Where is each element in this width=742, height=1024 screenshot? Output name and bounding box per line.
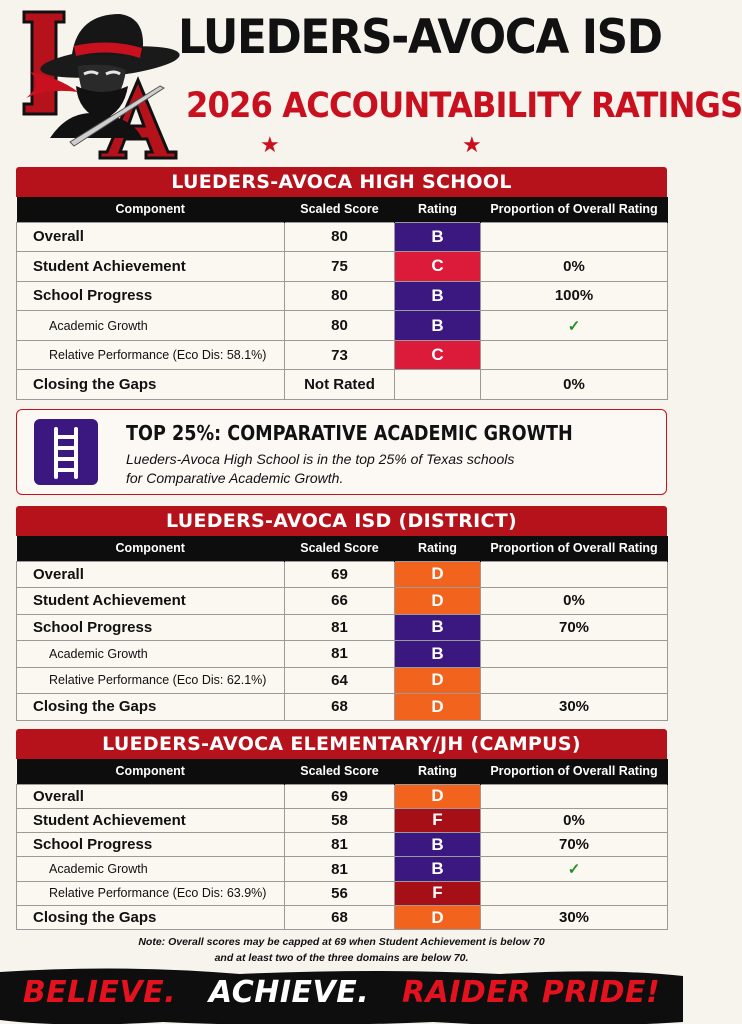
rating-cell: B (395, 833, 481, 857)
table-row (17, 857, 668, 881)
table-row (17, 784, 668, 808)
score-cell: 69 (285, 561, 395, 588)
table-row (17, 641, 668, 668)
footnote: Note: Overall scores may be capped at 69 when Student Achievement is below 70 and at least two of the three domains are below 70. (138, 936, 545, 964)
score-cell: 68 (285, 694, 395, 721)
component-cell: Relative Performance (Eco Dis: 63.9%) (17, 881, 285, 905)
score-cell: 68 (285, 905, 395, 929)
score-cell: 81 (285, 641, 395, 668)
table-row (17, 694, 668, 721)
column-header: Component (17, 759, 285, 784)
component-cell: School Progress (17, 281, 285, 311)
slogan: BELIEVE. ACHIEVE. RAIDER PRIDE! (22, 975, 661, 1010)
page-title: LUEDERS-AVOCA ISD (178, 10, 662, 65)
score-cell: 80 (285, 222, 395, 252)
ratings-table (16, 759, 668, 930)
ratings-table (16, 536, 668, 721)
score-cell: 81 (285, 614, 395, 641)
table-row (17, 222, 668, 252)
score-cell: 75 (285, 252, 395, 282)
component-cell: Academic Growth (17, 641, 285, 668)
column-header: Scaled Score (285, 197, 395, 222)
raider-mascot-icon (10, 8, 185, 158)
column-header: Proportion of Overall Rating (481, 759, 668, 784)
score-cell: 73 (285, 340, 395, 370)
component-cell: Overall (17, 784, 285, 808)
proportion-cell: 0% (481, 252, 668, 282)
proportion-cell: 30% (481, 905, 668, 929)
rating-cell: B (395, 311, 481, 341)
rating-cell: B (395, 614, 481, 641)
rating-cell: D (395, 561, 481, 588)
table-row (17, 370, 668, 400)
score-cell: 69 (285, 784, 395, 808)
section-title: LUEDERS-AVOCA HIGH SCHOOL (16, 167, 667, 197)
score-cell: 81 (285, 833, 395, 857)
proportion-cell: 70% (481, 833, 668, 857)
score-cell: 58 (285, 808, 395, 832)
star-icon: ★ (260, 132, 280, 157)
rating-cell: B (395, 222, 481, 252)
table-row (17, 340, 668, 370)
score-cell: Not Rated (285, 370, 395, 400)
table-row (17, 614, 668, 641)
proportion-cell: 0% (481, 808, 668, 832)
component-cell: Academic Growth (17, 857, 285, 881)
rating-cell: B (395, 281, 481, 311)
star-icon: ★ (462, 132, 482, 157)
checkmark-icon: ✓ (481, 311, 668, 341)
proportion-cell: 100% (481, 281, 668, 311)
column-header: Scaled Score (285, 536, 395, 561)
rating-cell: D (395, 784, 481, 808)
rating-cell: D (395, 667, 481, 694)
top-25-callout (16, 409, 667, 495)
component-cell: Student Achievement (17, 808, 285, 832)
proportion-cell: 0% (481, 370, 668, 400)
callout-title: TOP 25%: COMPARATIVE ACADEMIC GROWTH (126, 421, 573, 445)
proportion-cell (481, 881, 668, 905)
high-school-section (16, 167, 667, 400)
proportion-cell (481, 784, 668, 808)
proportion-cell (481, 222, 668, 252)
page-subtitle: 2026 ACCOUNTABILITY RATINGS (186, 86, 742, 126)
table-row (17, 881, 668, 905)
district-section (16, 506, 667, 721)
proportion-cell (481, 561, 668, 588)
rating-cell: B (395, 857, 481, 881)
component-cell: Student Achievement (17, 588, 285, 615)
component-cell: Relative Performance (Eco Dis: 58.1%) (17, 340, 285, 370)
column-header: Rating (395, 197, 481, 222)
score-cell: 56 (285, 881, 395, 905)
rating-cell: F (395, 881, 481, 905)
table-row (17, 808, 668, 832)
proportion-cell: 30% (481, 694, 668, 721)
component-cell: Relative Performance (Eco Dis: 62.1%) (17, 667, 285, 694)
table-row (17, 667, 668, 694)
rating-cell: C (395, 340, 481, 370)
rating-cell: D (395, 588, 481, 615)
score-cell: 80 (285, 281, 395, 311)
score-cell: 66 (285, 588, 395, 615)
rating-cell (395, 370, 481, 400)
table-row (17, 905, 668, 929)
rating-cell: B (395, 641, 481, 668)
component-cell: School Progress (17, 614, 285, 641)
proportion-cell (481, 641, 668, 668)
component-cell: Overall (17, 561, 285, 588)
table-row (17, 252, 668, 282)
checkmark-icon: ✓ (481, 857, 668, 881)
score-cell: 80 (285, 311, 395, 341)
column-header: Rating (395, 536, 481, 561)
rating-cell: C (395, 252, 481, 282)
elementary-section (16, 729, 667, 930)
slogan-banner (0, 966, 683, 1024)
proportion-cell (481, 667, 668, 694)
table-row (17, 588, 668, 615)
column-header: Component (17, 197, 285, 222)
column-header: Rating (395, 759, 481, 784)
score-cell: 81 (285, 857, 395, 881)
table-row (17, 281, 668, 311)
proportion-cell (481, 340, 668, 370)
rating-cell: F (395, 808, 481, 832)
rating-cell: D (395, 694, 481, 721)
component-cell: Student Achievement (17, 252, 285, 282)
proportion-cell: 0% (481, 588, 668, 615)
table-row (17, 311, 668, 341)
component-cell: Academic Growth (17, 311, 285, 341)
component-cell: School Progress (17, 833, 285, 857)
column-header: Proportion of Overall Rating (481, 197, 668, 222)
table-row (17, 561, 668, 588)
section-title: LUEDERS-AVOCA ISD (DISTRICT) (16, 506, 667, 536)
component-cell: Closing the Gaps (17, 905, 285, 929)
component-cell: Overall (17, 222, 285, 252)
component-cell: Closing the Gaps (17, 694, 285, 721)
page-header (0, 0, 742, 162)
column-header: Proportion of Overall Rating (481, 536, 668, 561)
score-cell: 64 (285, 667, 395, 694)
ratings-table (16, 197, 668, 400)
callout-text: Lueders-Avoca High School is in the top 25% of Texas schools for Comparative Academic Growth. (126, 451, 515, 486)
rating-cell: D (395, 905, 481, 929)
column-header: Component (17, 536, 285, 561)
component-cell: Closing the Gaps (17, 370, 285, 400)
ladder-icon (34, 419, 98, 485)
table-row (17, 833, 668, 857)
proportion-cell: 70% (481, 614, 668, 641)
column-header: Scaled Score (285, 759, 395, 784)
section-title: LUEDERS-AVOCA ELEMENTARY/JH (CAMPUS) (16, 729, 667, 759)
